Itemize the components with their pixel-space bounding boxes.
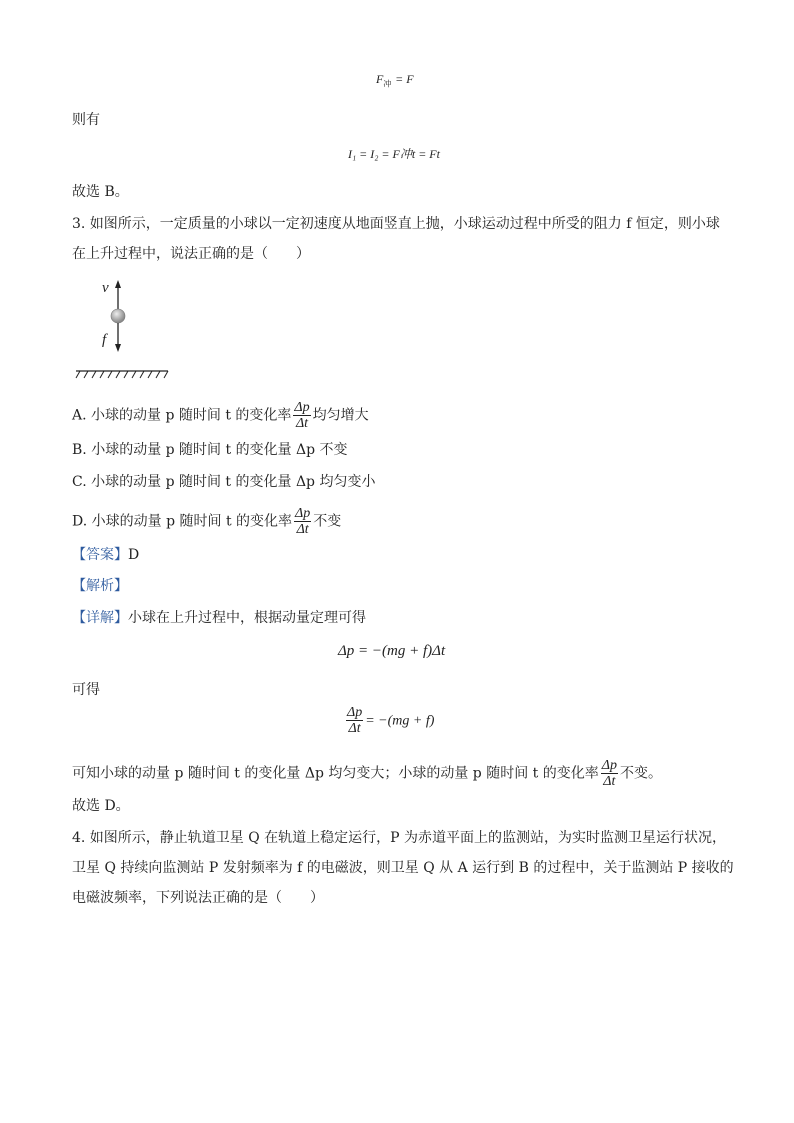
- option-c: C. 小球的动量 p 随时间 t 的变化量 Δp 均匀变小: [72, 474, 376, 490]
- question-4-line-3: 电磁波频率，下列说法正确的是（ ）: [72, 890, 324, 906]
- velocity-arrowhead: [115, 280, 121, 288]
- question-3-line-2: 在上升过程中，说法正确的是（ ）: [72, 246, 310, 262]
- friction-label: f: [102, 332, 107, 348]
- text-choose-b: 故选 B。: [72, 184, 129, 200]
- conclusion: 可知小球的动量 p 随时间 t 的变化量 Δp 均匀变大；小球的动量 p 随时间 t 的变化率 $\frac{\Delta p}{\Delta t}$ 不变。: [72, 758, 662, 789]
- equation-impulse-equal: I₁ = I₂ = F冲t = Ft: [348, 147, 440, 161]
- analysis-label: 【解析】: [72, 578, 128, 594]
- fraction-dp-dt: $\frac{\Delta p}{\Delta t}$: [294, 400, 310, 431]
- text-then: 则有: [72, 112, 100, 128]
- text-choose-d: 故选 D。: [72, 798, 130, 814]
- ground-hatch: [76, 371, 168, 378]
- question-4-line-1: 4. 如图所示，静止轨道卫星 Q 在轨道上稳定运行，P 为赤道平面上的监测站，为实时监测卫星运行状况，: [72, 830, 727, 846]
- ball: [111, 309, 125, 323]
- equation-rate: $\frac{\Delta p}{\Delta t}$ = −(mg + f): [347, 705, 435, 736]
- fraction-dp-dt: $\frac{\Delta p}{\Delta t}$: [295, 506, 311, 537]
- option-a: A. 小球的动量 p 随时间 t 的变化率 $\frac{\Delta p}{\Delta t}$ 均匀增大: [72, 400, 369, 431]
- answer: 【答案】D: [72, 547, 140, 563]
- friction-arrowhead: [115, 344, 121, 352]
- equation-impulse-force: $F_冲 = F$: [376, 72, 414, 89]
- question-3-line-1: 3. 如图所示，一定质量的小球以一定初速度从地面竖直上抛，小球运动过程中所受的阻力 f 恒定，则小球: [72, 216, 720, 232]
- velocity-label: v: [102, 280, 109, 296]
- text-keyi: 可得: [72, 682, 100, 698]
- detail: 【详解】小球在上升过程中，根据动量定理可得: [72, 610, 366, 626]
- option-b: B. 小球的动量 p 随时间 t 的变化量 Δp 不变: [72, 442, 348, 458]
- option-d: D. 小球的动量 p 随时间 t 的变化率 $\frac{\Delta p}{\Delta t}$ 不变: [72, 506, 342, 537]
- question-4-line-2: 卫星 Q 持续向监测站 P 发射频率为 f 的电磁波，则卫星 Q 从 A 运行到 B 的过程中，关于监测站 P 接收的: [72, 860, 734, 876]
- ball-figure: [72, 276, 182, 386]
- equation-momentum-theorem: Δp = −(mg + f)Δt: [338, 643, 446, 659]
